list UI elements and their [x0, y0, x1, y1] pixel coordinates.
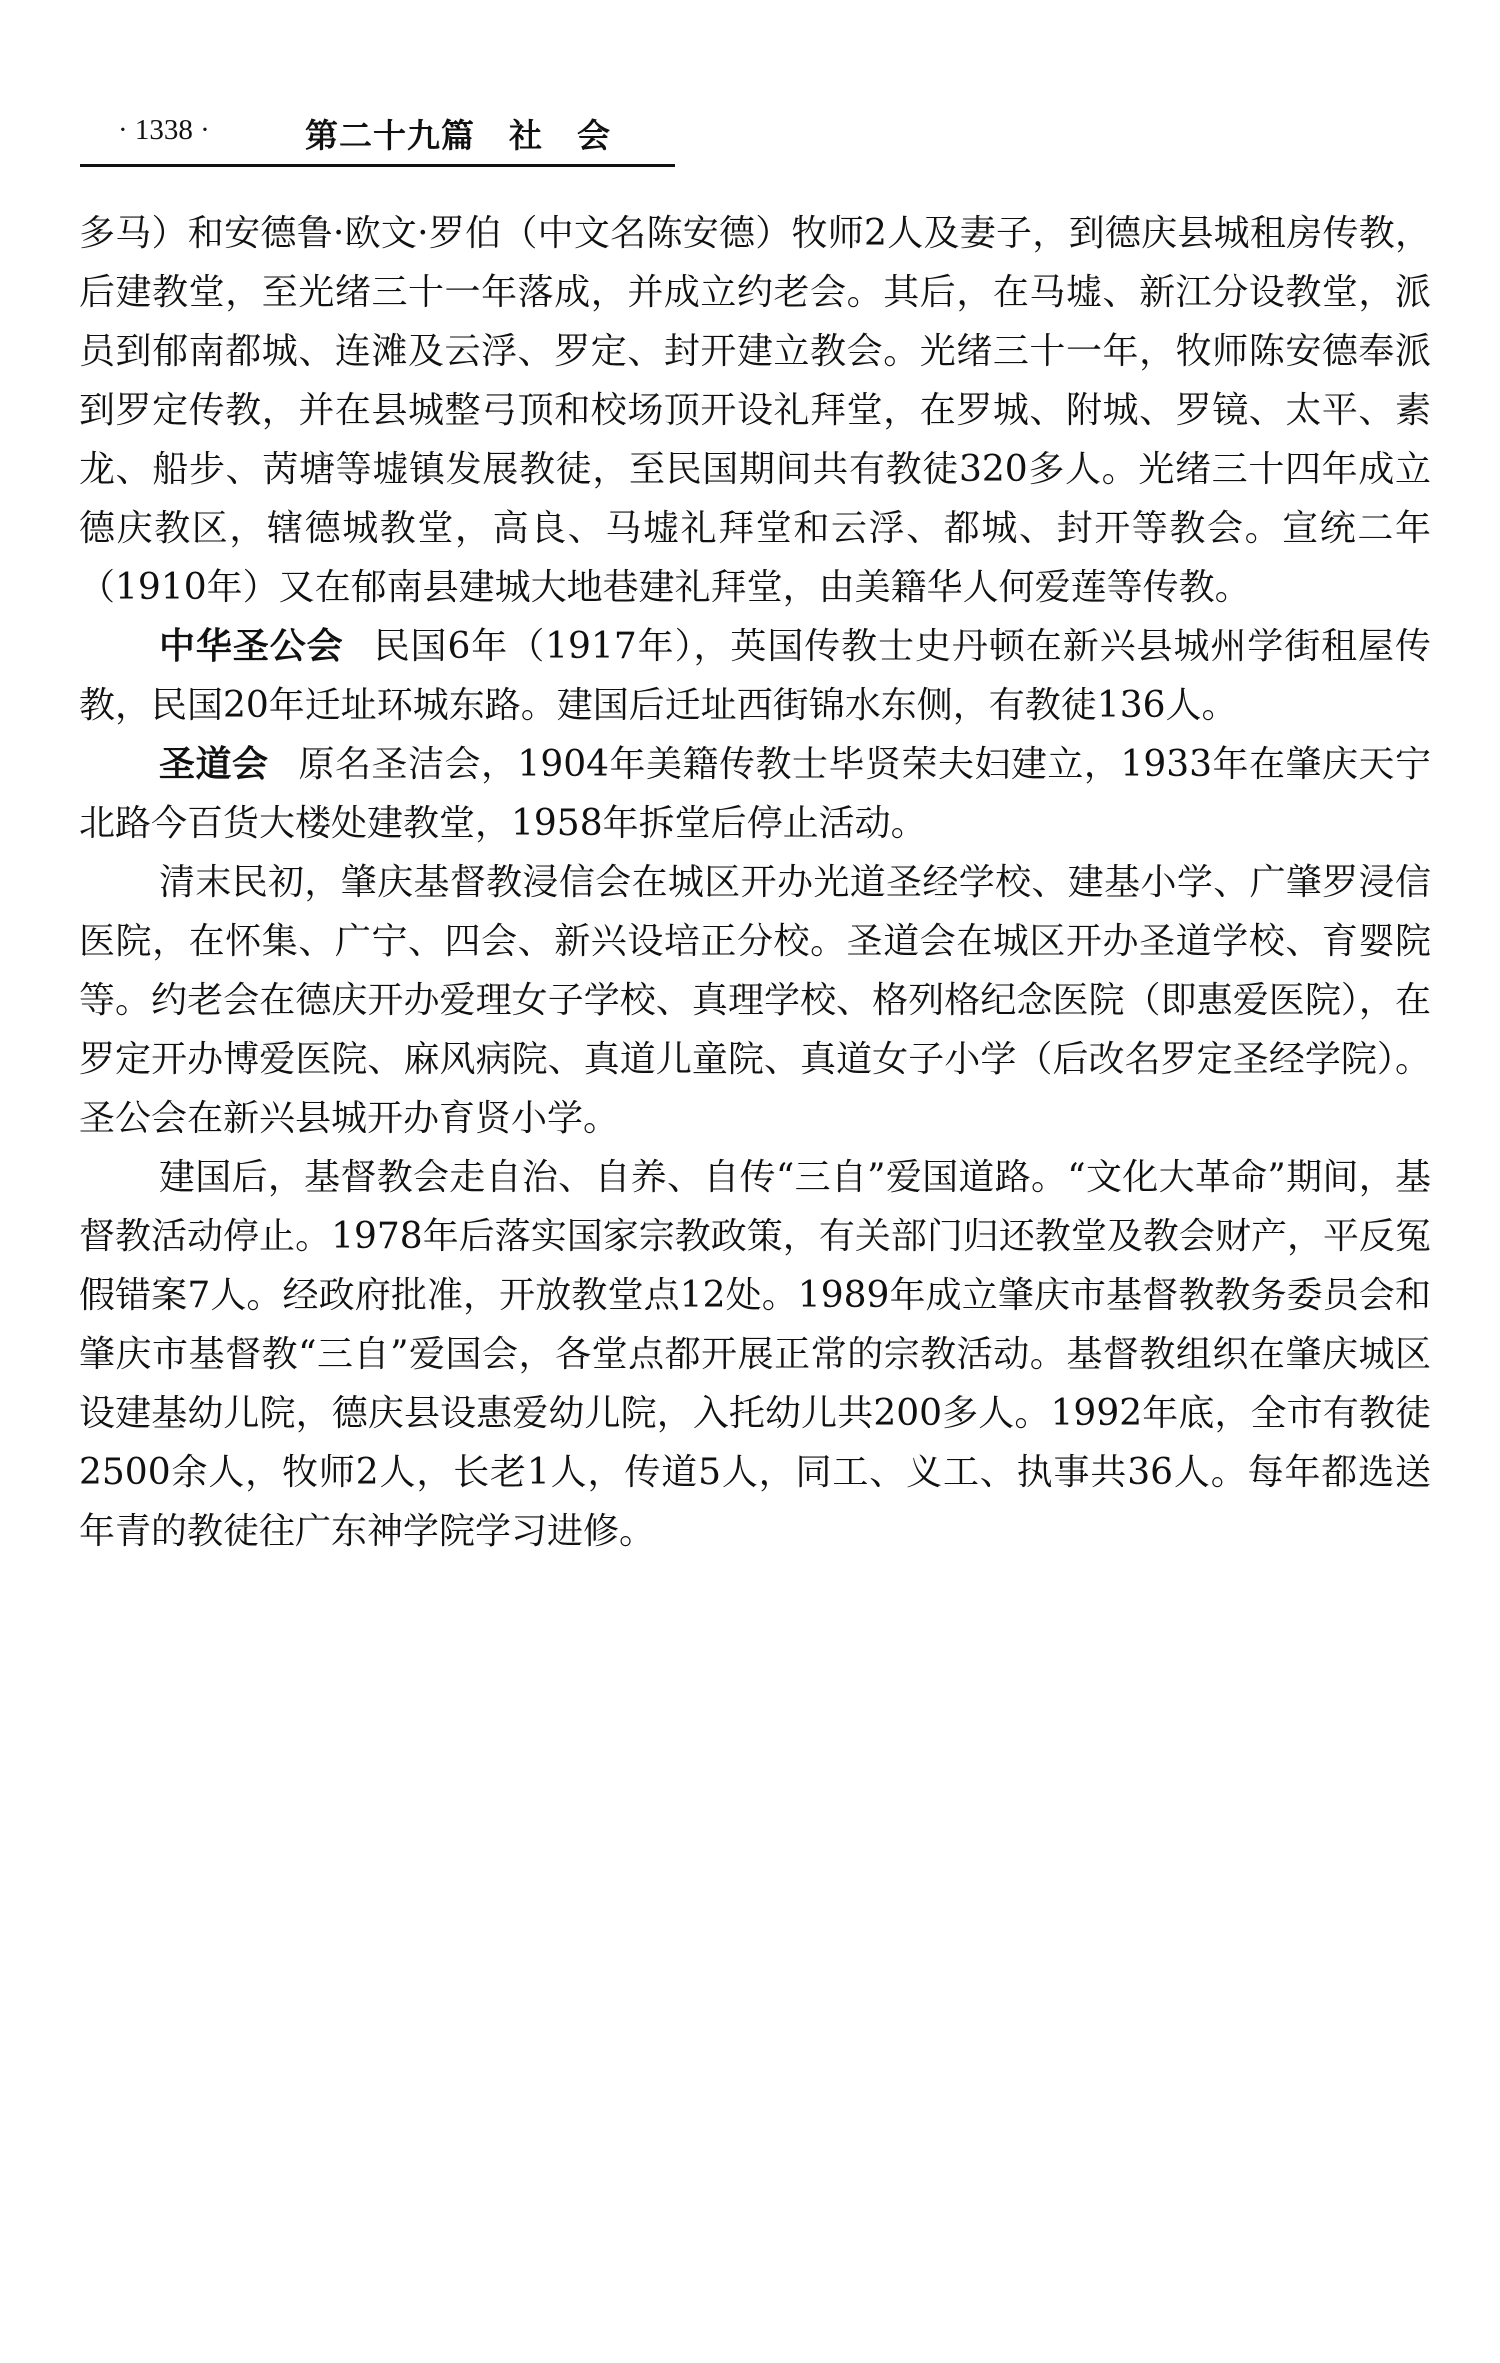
running-header — [80, 104, 675, 167]
paragraph — [79, 204, 1431, 617]
section-heading: 中华圣公会 — [159, 626, 344, 667]
section-heading: 圣道会 — [159, 744, 269, 785]
paragraph-text: 建国后，基督教会走自治、自养、自传“三自”爱国道路。“文化大革命”期间，基督教活动停止。1978年后落实国家宗教政策，有关部门归还教堂及教会财产，平反冤假错案7人。经政府批准，开放教堂点12处。1989年成立肇庆市基督教教务委员会和肇庆市基督教“三自”爱国会，各堂点都开展正常的宗教活动。基督教组织在肇庆城区设建基幼儿院，德庆县设惠爱幼儿院，入托幼儿共200多人。1992年底，全市有教徒2500余人，牧师2人，长老1人，传道5人，同工、义工、执事共36人。每年都选送年青的教徒往广东神学院学习进修。 — [79, 1157, 1431, 1552]
paragraph-text: 原名圣洁会，1904年美籍传教士毕贤荣夫妇建立，1933年在肇庆天宁北路今百货大楼处建教堂，1958年拆堂后停止活动。 — [79, 744, 1431, 844]
paragraph-text: 清末民初，肇庆基督教浸信会在城区开办光道圣经学校、建基小学、广肇罗浸信医院，在怀集、广宁、四会、新兴设培正分校。圣道会在城区开办圣道学校、育婴院等。约老会在德庆开办爱理女子学校、真理学校、格列格纪念医院（即惠爱医院），在罗定开办博爱医院、麻风病院、真道儿童院、真道女子小学（后改名罗定圣经学院）。圣公会在新兴县城开办育贤小学。 — [79, 862, 1431, 1139]
paragraph — [79, 1148, 1431, 1561]
paragraph — [79, 853, 1431, 1148]
body-text — [79, 204, 1431, 1561]
paragraph-text: 多马）和安德鲁·欧文·罗伯（中文名陈安德）牧师2人及妻子，到德庆县城租房传教，后建教堂，至光绪三十一年落成，并成立约老会。其后，在马墟、新江分设教堂，派员到郁南都城、连滩及云浮、罗定、封开建立教会。光绪三十一年，牧师陈安德奉派到罗定传教，并在县城整弓顶和校场顶开设礼拜堂，在罗城、附城、罗镜、太平、素龙、船步、苪塘等墟镇发展教徒，至民国期间共有教徒320多人。光绪三十四年成立德庆教区，辖德城教堂，高良、马墟礼拜堂和云浮、都城、封开等教会。宣统二年（1910年）又在郁南县建城大地巷建礼拜堂，由美籍华人何爱莲等传教。 — [79, 213, 1431, 608]
page-number: · 1338 · — [118, 114, 210, 146]
paragraph-text: 民国6年（1917年），英国传教士史丹顿在新兴县城州学街租屋传教，民国20年迁址环城东路。建国后迁址西街锦水东侧，有教徒136人。 — [79, 626, 1431, 726]
chapter-title: 第二十九篇 社 会 — [305, 116, 611, 155]
paragraph — [79, 735, 1431, 853]
paragraph — [79, 617, 1431, 735]
